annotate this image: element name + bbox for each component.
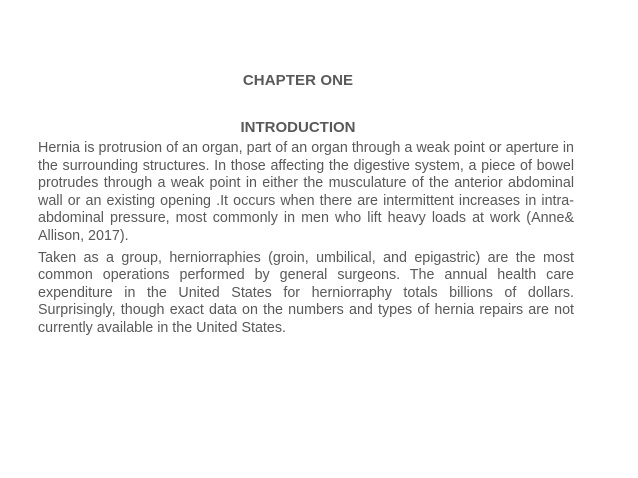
paragraph: Hernia is protrusion of an organ, part of an organ through a weak point or aperture in the surrounding structures. In those affecting the digestive system, a piece of bowel protrudes through a weak point in either the musculature of the anterior abdominal wall or an existing opening .It occurs when there are intermittent increases in intra-abdominal pressure, most commonly in men who lift heavy loads at work (Anne& Allison, 2017).	[38, 140, 574, 244]
body-text	[38, 140, 574, 342]
chapter-label: CHAPTER ONE	[242, 72, 354, 89]
paragraph: Taken as a group, herniorraphies (groin, umbilical, and epigastric) are the most common operations performed by general surgeons. The annual health care expenditure in the United States for herniorraphy totals billions of dollars. Surprisingly, though exact data on the numbers and types of hernia repairs are not currently available in the United States.	[38, 249, 574, 336]
section-heading: INTRODUCTION	[240, 119, 356, 136]
